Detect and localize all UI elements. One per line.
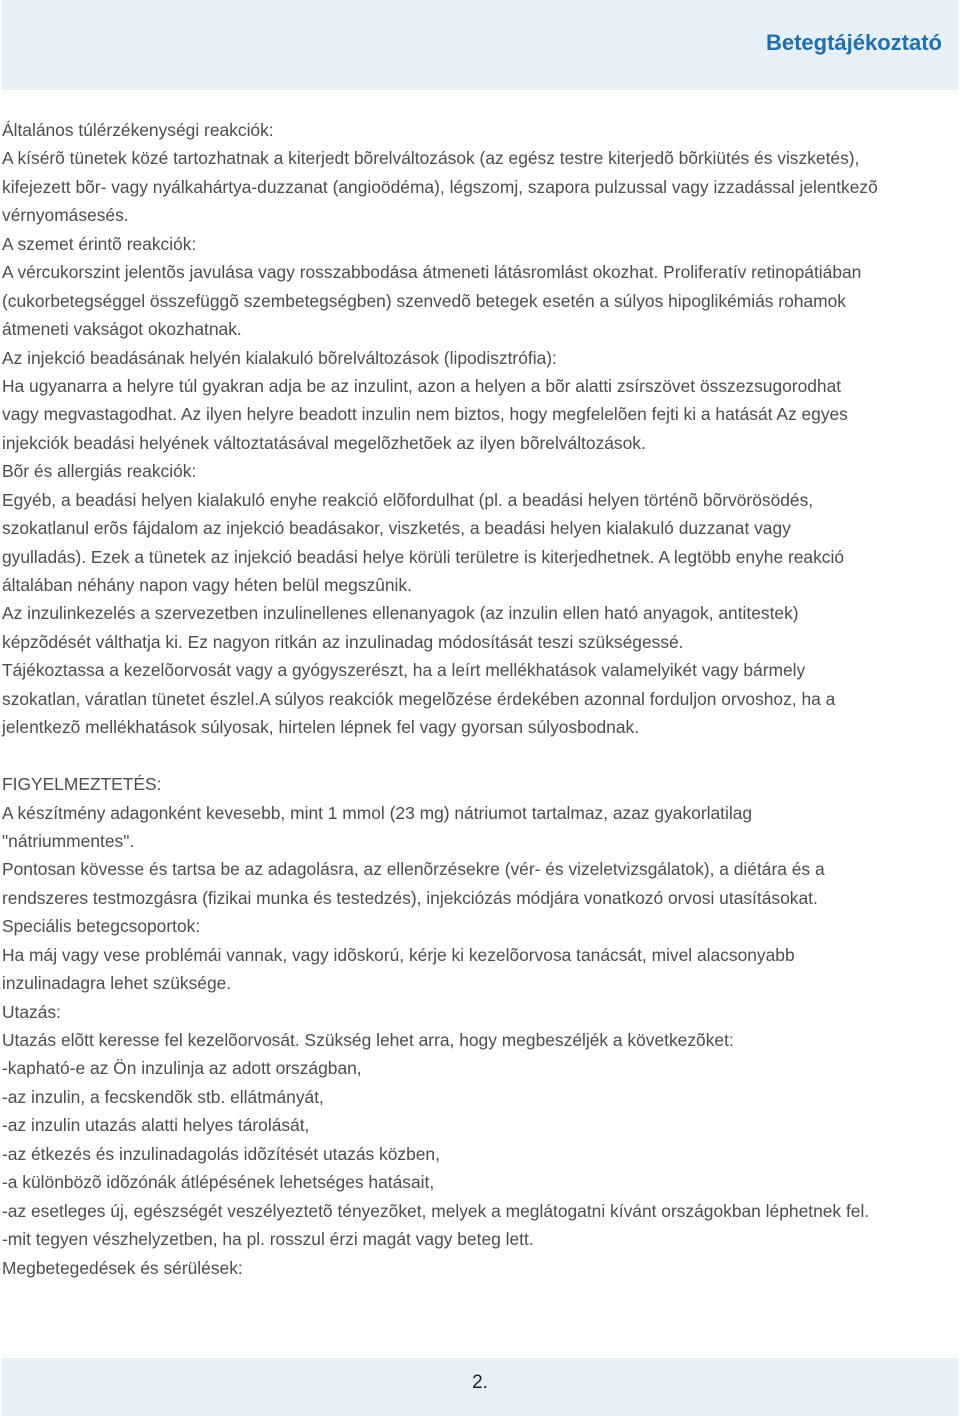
text-line: vérnyomásesés.	[2, 205, 129, 226]
text-line: átmeneti vakságot okozhatnak.	[2, 319, 242, 340]
text-line: inzulinadagra lehet szüksége.	[2, 973, 232, 994]
text-line: "nátriummentes".	[2, 830, 135, 851]
text-line: képzõdését válthatja ki. Ez nagyon ritkán az inzulinadag módosítását teszi szükségessé.	[2, 631, 684, 652]
text-line: általában néhány napon vagy héten belül megszûnik.	[2, 575, 412, 595]
text-line: A szemet érintõ reakciók:	[2, 233, 197, 254]
text-line: Egyéb, a beadási helyen kialakuló enyhe reakció elõfordulhat (pl. a beadási helyen történõ bõrvörösödés,	[2, 489, 814, 510]
document-body	[2, 116, 958, 1282]
text-line: szokatlanul erõs fájdalom az injekció beadásakor, viszketés, a beadási helyen kialakuló duzzanat vagy	[2, 518, 791, 539]
page-footer	[2, 1358, 958, 1416]
text-line: Az inzulinkezelés a szervezetben inzulinellenes ellenanyagok (az inzulin ellen ható anyagok, antitestek)	[2, 603, 799, 624]
blank-line	[2, 742, 958, 770]
list-item: -mit tegyen vészhelyzetben, ha pl. rosszul érzi magát vagy beteg lett.	[2, 1229, 534, 1250]
text-line: Az injekció beadásának helyén kialakuló bõrelváltozások (lipodisztrófia):	[2, 347, 557, 368]
list-item: -az inzulin utazás alatti helyes tárolását,	[2, 1115, 310, 1136]
text-line: A kísérõ tünetek közé tartozhatnak a kiterjedt bõrelváltozások (az egész testre kiterjedõ bõrkiütés és viszketés),	[2, 148, 860, 169]
text-line: A vércukorszint jelentõs javulása vagy rosszabbodása átmeneti látásromlást okozhat. Proliferatív retinopátiában	[2, 262, 862, 283]
text-line: (cukorbetegséggel összefüggõ szembetegségben) szenvedõ betegek esetén a súlyos hipoglikémiás rohamok	[2, 290, 846, 311]
text-line: kifejezett bõr- vagy nyálkahártya-duzzanat (angioödéma), légszomj, szapora pulzussal vagy izzadással jelentkezõ	[2, 176, 878, 197]
list-item: -a különbözõ idõzónák átlépésének lehetséges hatásait,	[2, 1172, 435, 1193]
text-line: Megbetegedések és sérülések:	[2, 1257, 243, 1278]
text-line: Speciális betegcsoportok:	[2, 916, 201, 937]
text-line: Ha máj vagy vese problémái vannak, vagy idõskorú, kérje ki kezelõorvosa tanácsát, mivel alacsonyabb	[2, 944, 795, 965]
list-item: -az inzulin, a fecskendõk stb. ellátmányát,	[2, 1086, 324, 1107]
page-header	[2, 0, 958, 90]
text-line: A készítmény adagonként kevesebb, mint 1 mmol (23 mg) nátriumot tartalmaz, azaz gyakorlatilag	[2, 802, 753, 823]
text-line: rendszeres testmozgásra (fizikai munka és testedzés), injekciózás módjára vonatkozó orvosi utasításokat.	[2, 887, 818, 908]
text-line: Pontosan kövesse és tartsa be az adagolásra, az ellenõrzésekre (vér- és vizeletvizsgálatok), a diétára és a	[2, 859, 825, 880]
page-number: 2.	[472, 1372, 488, 1393]
text-line: Bõr és allergiás reakciók:	[2, 461, 197, 482]
text-line: szokatlan, váratlan tünetet észlel.A súlyos reakciók megelõzése érdekében azonnal forduljon orvoshoz, ha a	[2, 688, 836, 709]
list-item: -kapható-e az Ön inzulinja az adott országban,	[2, 1058, 362, 1079]
text-line: Általános túlérzékenységi reakciók:	[2, 120, 274, 140]
text-line: jelentkezõ mellékhatások súlyosak, hirtelen lépnek fel vagy gyorsan súlyosbodnak.	[2, 717, 640, 738]
text-line: vagy megvastagodhat. Az ilyen helyre beadott inzulin nem biztos, hogy megfelelõen fejti ki a hatását Az egyes	[2, 404, 848, 425]
list-item: -az étkezés és inzulinadagolás idõzítését utazás közben,	[2, 1143, 440, 1164]
list-item: -az esetleges új, egészségét veszélyeztetõ tényezõket, melyek a meglátogatni kívánt országokban léphetnek fel.	[2, 1200, 870, 1221]
text-line: Ha ugyanarra a helyre túl gyakran adja be az inzulint, azon a helyen a bõr alatti zsírszövet összezsugorodhat	[2, 375, 842, 396]
text-line: Utazás elõtt keresse fel kezelõorvosát. Szükség lehet arra, hogy megbeszéljék a következõket:	[2, 1030, 734, 1050]
section-heading-warning: FIGYELMEZTETÉS:	[2, 774, 162, 795]
text-line: Utazás:	[2, 1001, 61, 1022]
text-line: gyulladás). Ezek a tünetek az injekció beadási helye körüli területre is kiterjedhetnek. A legtöbb enyhe reakció	[2, 546, 845, 567]
text-line: injekciók beadási helyének változtatásával megelõzhetõek az ilyen bõrelváltozások.	[2, 432, 646, 453]
text-line: Tájékoztassa a kezelõorvosát vagy a gyógyszerészt, ha a leírt mellékhatások valamelyikét vagy bármely	[2, 660, 806, 681]
document-title: Betegtájékoztató	[765, 30, 942, 55]
